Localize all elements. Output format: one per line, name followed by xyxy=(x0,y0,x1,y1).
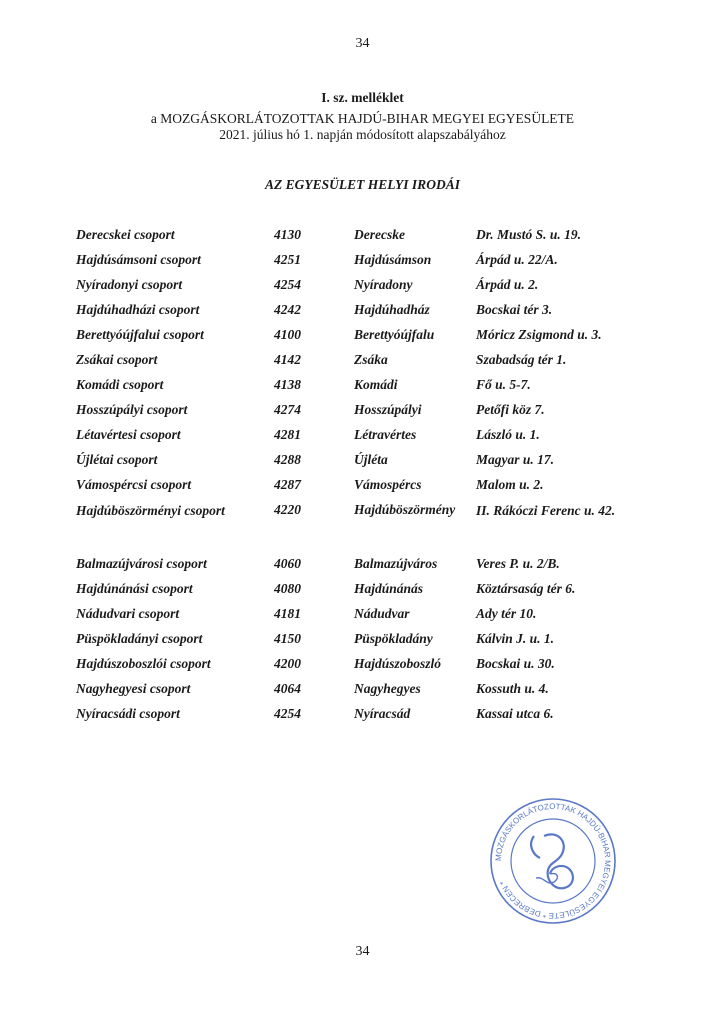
page-number-bottom: 34 xyxy=(355,944,370,959)
table-row xyxy=(76,322,636,347)
table-row xyxy=(76,372,636,397)
office-address: Bocskai tér 3. xyxy=(476,302,553,317)
section-title: AZ EGYESÜLET HELYI IRODÁI xyxy=(265,177,460,192)
table-row xyxy=(76,601,636,626)
table-row xyxy=(76,626,636,651)
city-name: Hajdúböszörmény xyxy=(354,502,456,517)
table-row xyxy=(76,297,636,322)
table-row xyxy=(76,447,636,472)
office-address: Malom u. 2. xyxy=(476,477,544,492)
office-name: Hajdúnánási csoport xyxy=(76,581,193,596)
city-name: Nádudvar xyxy=(354,606,410,621)
office-name: Hajdúhadházi csoport xyxy=(76,302,200,317)
city-name: Hajdúszoboszló xyxy=(354,656,442,671)
city-name: Zsáka xyxy=(354,352,388,367)
city-name: Berettyóújfalu xyxy=(354,327,435,342)
office-name: Nyíradonyi csoport xyxy=(76,277,183,292)
city-name: Derecske xyxy=(354,227,405,242)
table-row xyxy=(76,272,636,297)
postal-code: 4274 xyxy=(274,402,301,417)
city-name: Hosszúpályi xyxy=(354,402,422,417)
office-address: Kassai utca 6. xyxy=(476,706,554,721)
city-name: Nyíracsád xyxy=(354,706,411,721)
table-row xyxy=(76,651,636,676)
postal-code: 4281 xyxy=(274,427,301,442)
postal-code: 4242 xyxy=(274,302,301,317)
table-row xyxy=(76,676,636,701)
subtitle-line-1: a MOZGÁSKORLÁTOZOTTAK HAJDÚ-BIHAR MEGYEI EGYESÜLETE xyxy=(150,111,575,126)
postal-code: 4200 xyxy=(274,656,301,671)
offices-table xyxy=(76,222,636,726)
association-stamp xyxy=(488,796,618,926)
office-name: Balmazújvárosi csoport xyxy=(76,556,207,571)
stamp-text: MOZGÁSKORLÁTOZOTTAK HAJDÚ-BIHAR MEGYEI EGYESÜLETE * DEBRECEN * xyxy=(493,801,613,921)
city-name: Balmazújváros xyxy=(354,556,438,571)
office-address: Veres P. u. 2/B. xyxy=(476,556,560,571)
postal-code: 4220 xyxy=(274,502,301,517)
office-name: Nádudvari csoport xyxy=(76,606,180,621)
office-name: Létavértesi csoport xyxy=(76,427,181,442)
city-name: Nyíradony xyxy=(354,277,413,292)
office-name: Újlétai csoport xyxy=(76,452,158,467)
office-address: Fő u. 5-7. xyxy=(476,377,531,392)
office-address: Köztársaság tér 6. xyxy=(476,581,576,596)
table-row xyxy=(76,472,636,497)
postal-code: 4080 xyxy=(274,581,301,596)
city-name: Komádi xyxy=(354,377,398,392)
postal-code: 4288 xyxy=(274,452,301,467)
postal-code: 4060 xyxy=(274,556,301,571)
table-row xyxy=(76,347,636,372)
city-name: Püspökladány xyxy=(354,631,433,646)
postal-code: 4064 xyxy=(274,681,301,696)
city-name: Létravértes xyxy=(354,427,417,442)
postal-code: 4130 xyxy=(274,227,301,242)
table-row xyxy=(76,551,636,576)
office-name: Hajdúböszörményi csoport xyxy=(76,503,225,518)
office-address: Árpád u. 22/A. xyxy=(476,252,558,267)
table-row xyxy=(76,222,636,247)
office-address: Árpád u. 2. xyxy=(476,277,539,292)
postal-code: 4287 xyxy=(274,477,301,492)
page-number-top: 34 xyxy=(355,36,370,51)
office-address: Ady tér 10. xyxy=(476,606,537,621)
document-subtitle xyxy=(0,111,725,143)
office-address: Petőfi köz 7. xyxy=(476,402,545,417)
office-address: Bocskai u. 30. xyxy=(476,656,555,671)
table-row xyxy=(76,701,636,726)
table-row xyxy=(76,397,636,422)
table-row xyxy=(76,497,636,551)
office-name: Nyíracsádi csoport xyxy=(76,706,180,721)
office-name: Hajdúszoboszlói csoport xyxy=(76,656,211,671)
office-name: Püspökladányi csoport xyxy=(76,631,203,646)
table-row xyxy=(76,422,636,447)
subtitle-line-2: 2021. július hó 1. napján módosított alapszabályához xyxy=(219,127,506,142)
postal-code: 4142 xyxy=(274,352,301,367)
office-address: Dr. Mustó S. u. 19. xyxy=(476,227,582,242)
city-name: Hajdúhadház xyxy=(354,302,430,317)
table-row xyxy=(76,576,636,601)
postal-code: 4251 xyxy=(274,252,301,267)
office-address: László u. 1. xyxy=(476,427,540,442)
postal-code: 4138 xyxy=(274,377,301,392)
annex-title: I. sz. melléklet xyxy=(321,90,404,105)
city-name: Újléta xyxy=(354,452,388,467)
office-name: Hajdúsámsoni csoport xyxy=(76,252,201,267)
office-name: Nagyhegyesi csoport xyxy=(76,681,191,696)
office-name: Vámospércsi csoport xyxy=(76,477,192,492)
city-name: Hajdúsámson xyxy=(354,252,432,267)
office-address: Kossuth u. 4. xyxy=(476,681,549,696)
office-address: II. Rákóczi Ferenc u. 42. xyxy=(476,503,616,518)
office-name: Komádi csoport xyxy=(76,377,164,392)
office-address: Szabadság tér 1. xyxy=(476,352,567,367)
postal-code: 4254 xyxy=(274,277,301,292)
office-address: Kálvin J. u. 1. xyxy=(476,631,555,646)
postal-code: 4150 xyxy=(274,631,301,646)
office-name: Berettyóújfalui csoport xyxy=(76,327,204,342)
office-address: Móricz Zsigmond u. 3. xyxy=(476,327,602,342)
city-name: Vámospércs xyxy=(354,477,422,492)
postal-code: 4181 xyxy=(274,606,301,621)
office-name: Derecskei csoport xyxy=(76,227,175,242)
table-row xyxy=(76,247,636,272)
postal-code: 4254 xyxy=(274,706,301,721)
office-name: Hosszúpályi csoport xyxy=(76,402,188,417)
city-name: Nagyhegyes xyxy=(354,681,421,696)
office-name: Zsákai csoport xyxy=(76,352,158,367)
city-name: Hajdúnánás xyxy=(354,581,424,596)
postal-code: 4100 xyxy=(274,327,301,342)
office-address: Magyar u. 17. xyxy=(476,452,555,467)
